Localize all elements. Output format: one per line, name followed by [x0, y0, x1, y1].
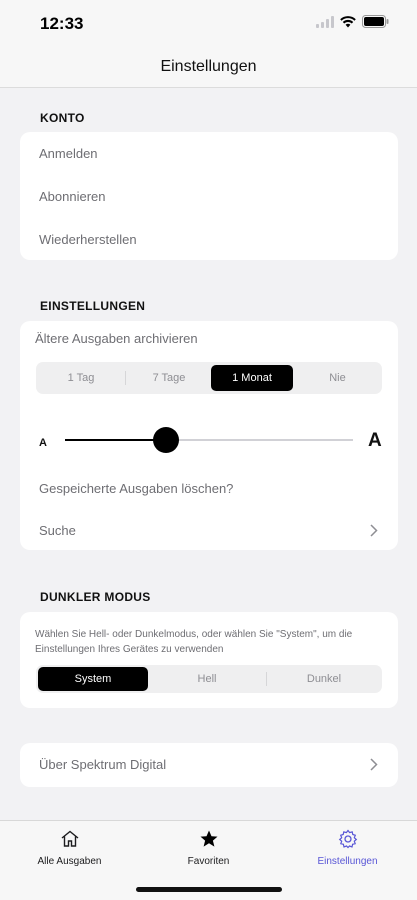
gear-icon: [338, 829, 358, 854]
star-icon: [199, 829, 219, 854]
chevron-right-icon: [370, 524, 378, 542]
about-row[interactable]: Über Spektrum Digital: [39, 757, 167, 772]
home-indicator: [136, 887, 282, 892]
restore-row[interactable]: Wiederherstellen: [39, 232, 137, 247]
tab-label: Alle Ausgaben: [37, 856, 102, 867]
battery-icon: [362, 15, 389, 33]
subscribe-row[interactable]: Abonnieren: [39, 189, 106, 204]
chevron-right-icon: [370, 758, 378, 776]
section-header-konto: KONTO: [40, 111, 85, 125]
archive-option-1-monat[interactable]: 1 Monat: [211, 365, 293, 391]
dark-mode-description: Wählen Sie Hell- oder Dunkelmodus, oder wählen Sie "System", um die Einstellungen Ihres Gerätes zu verwenden: [35, 629, 353, 655]
dark-mode-segmented-control: [36, 665, 382, 693]
page-title: Einstellungen: [160, 57, 257, 75]
dark-mode-option-system[interactable]: System: [38, 667, 148, 691]
font-size-slider-fill: [65, 439, 166, 441]
navigation-bar: [0, 46, 417, 88]
archive-option-7-tage[interactable]: 7 Tage: [152, 372, 186, 384]
tab-label: Einstellungen: [317, 856, 378, 867]
search-row[interactable]: Suche: [39, 523, 76, 538]
section-header-einstellungen: EINSTELLUNGEN: [40, 299, 146, 313]
archive-label: Ältere Ausgaben archivieren: [35, 331, 198, 346]
einstellungen-card: [20, 321, 398, 550]
dark-mode-option-dunkel[interactable]: Dunkel: [306, 673, 342, 685]
section-header-dark-mode: DUNKLER MODUS: [40, 590, 151, 604]
font-size-slider-track[interactable]: [65, 439, 353, 441]
segment-divider: [266, 672, 267, 686]
font-size-large-label: A: [368, 430, 382, 451]
delete-saved-row[interactable]: Gespeicherte Ausgaben löschen?: [39, 481, 234, 496]
status-icons: [316, 15, 389, 33]
status-bar: [0, 0, 417, 46]
tab-einstellungen[interactable]: [278, 821, 417, 881]
dark-mode-card: [20, 612, 398, 708]
status-time: 12:33: [40, 14, 84, 33]
archive-segmented-control: [36, 362, 382, 394]
konto-card: [20, 132, 398, 260]
tab-alle-ausgaben[interactable]: [0, 821, 139, 881]
font-size-small-label: A: [39, 437, 47, 449]
dark-mode-option-hell[interactable]: Hell: [197, 673, 217, 685]
tab-favoriten[interactable]: [139, 821, 278, 881]
about-card[interactable]: [20, 743, 398, 787]
archive-option-1-tag[interactable]: 1 Tag: [67, 372, 95, 384]
segment-divider: [125, 371, 126, 385]
font-size-slider-thumb[interactable]: [153, 427, 179, 453]
cellular-icon: [316, 15, 334, 33]
archive-option-nie[interactable]: Nie: [329, 372, 346, 384]
home-icon: [60, 829, 80, 854]
settings-content[interactable]: [0, 88, 417, 820]
wifi-icon: [340, 15, 356, 33]
login-row[interactable]: Anmelden: [39, 146, 98, 161]
tab-label: Favoriten: [187, 856, 230, 867]
